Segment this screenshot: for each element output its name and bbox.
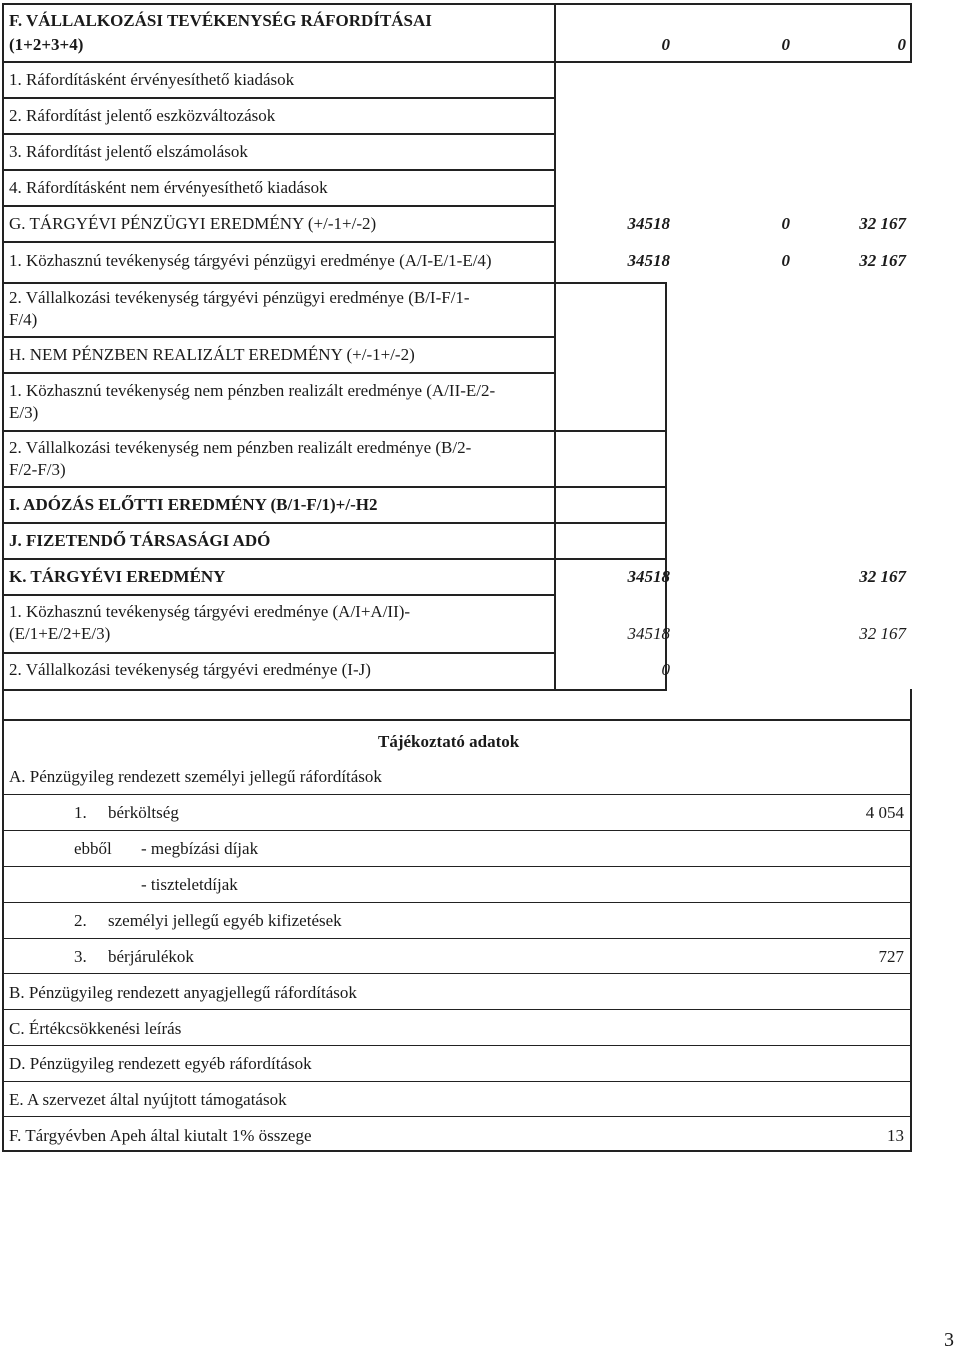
f-value-2: 0 <box>781 35 790 54</box>
info-megbizasi: - megbízási díjak <box>141 839 259 858</box>
g2-row-line2: F/4) <box>9 310 38 329</box>
info-a1-label: bérköltség <box>108 803 179 822</box>
info-tiszteletdij: - tiszteletdíjak <box>141 875 238 894</box>
g1-row: 1. Közhasznú tevékenység tárgyévi pénzügyi eredménye (A/I-E/1-E/4) <box>9 251 492 270</box>
k-value-1: 34518 <box>627 567 670 586</box>
info-ebbol: ebből <box>74 839 112 858</box>
info-e: E. A szervezet által nyújtott támogatások <box>9 1090 287 1109</box>
f-title-line2: (1+2+3+4) <box>9 35 84 54</box>
h1-row-line1: 1. Közhasznú tevékenység nem pénzben realizált eredménye (A/II-E/2- <box>9 381 496 400</box>
k1-row-line1: 1. Közhasznú tevékenység tárgyévi eredménye (A/I+A/II)- <box>9 602 411 621</box>
g-value-3: 32 167 <box>859 214 906 233</box>
info-a: A. Pénzügyileg rendezett személyi jellegű ráfordítások <box>9 767 382 786</box>
g-title: G. TÁRGYÉVI PÉNZÜGYI EREDMÉNY (+/-1+/-2) <box>9 214 377 233</box>
j-title: J. FIZETENDŐ TÁRSASÁGI ADÓ <box>9 531 271 550</box>
g2-row-line1: 2. Vállalkozási tevékenység tárgyévi pénzügyi eredménye (B/I-F/1- <box>9 288 470 307</box>
info-a1-value: 4 054 <box>865 803 904 822</box>
f4-row: 4. Ráfordításként nem érvényesíthető kiadások <box>9 178 328 197</box>
page-number: 3 <box>944 1329 954 1351</box>
k2-row: 2. Vállalkozási tevékenység tárgyévi eredménye (I-J) <box>9 660 371 679</box>
f-value-1: 0 <box>661 35 670 54</box>
info-title: Tájékoztató adatok <box>378 732 520 751</box>
info-f: F. Tárgyévben Apeh által kiutalt 1% összege <box>9 1126 312 1145</box>
info-a2-label: személyi jellegű egyéb kifizetések <box>108 911 342 930</box>
g1-value-1: 34518 <box>627 251 670 270</box>
h1-row-line2: E/3) <box>9 403 39 422</box>
k1-value-1: 34518 <box>627 624 670 643</box>
k2-value-1: 0 <box>661 660 670 679</box>
info-f-value: 13 <box>887 1126 904 1145</box>
info-c: C. Értékcsökkenési leírás <box>9 1019 182 1038</box>
g1-value-3: 32 167 <box>859 251 906 270</box>
info-a3-value: 727 <box>878 947 904 966</box>
g-value-1: 34518 <box>627 214 670 233</box>
k-value-3: 32 167 <box>859 567 906 586</box>
h2-row-line2: F/2-F/3) <box>9 460 66 479</box>
h2-row-line1: 2. Vállalkozási tevékenység nem pénzben realizált eredménye (B/2- <box>9 438 472 457</box>
f-value-3: 0 <box>897 35 906 54</box>
k1-row-line2: (E/1+E/2+E/3) <box>9 624 111 643</box>
info-a2-num: 2. <box>74 911 87 930</box>
i-title: I. ADÓZÁS ELŐTTI EREDMÉNY (B/1-F/1)+/-H2 <box>9 495 378 514</box>
info-a3-label: bérjárulékok <box>108 947 194 966</box>
f1-row: 1. Ráfordításként érvényesíthető kiadások <box>9 70 295 89</box>
f2-row: 2. Ráfordítást jelentő eszközváltozások <box>9 106 276 125</box>
f3-row: 3. Ráfordítást jelentő elszámolások <box>9 142 248 161</box>
info-a3-num: 3. <box>74 947 87 966</box>
info-d: D. Pénzügyileg rendezett egyéb ráfordítások <box>9 1054 312 1073</box>
info-b: B. Pénzügyileg rendezett anyagjellegű ráfordítások <box>9 983 357 1002</box>
g-value-2: 0 <box>781 214 790 233</box>
h-title: H. NEM PÉNZBEN REALIZÁLT EREDMÉNY (+/-1+/-2) <box>9 345 415 364</box>
g1-value-2: 0 <box>781 251 790 270</box>
f-title-line1: F. VÁLLALKOZÁSI TEVÉKENYSÉG RÁFORDÍTÁSAI <box>9 11 432 30</box>
k-title: K. TÁRGYÉVI EREDMÉNY <box>9 567 226 586</box>
k1-value-3: 32 167 <box>859 624 906 643</box>
info-a1-num: 1. <box>74 803 87 822</box>
